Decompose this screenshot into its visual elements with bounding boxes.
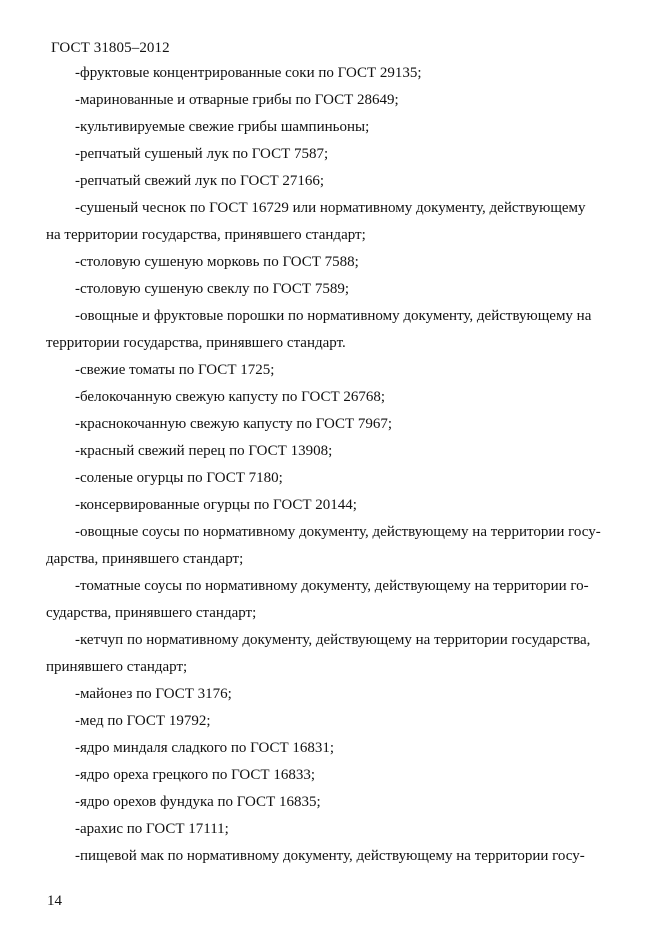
- paragraph-line: -майонез по ГОСТ 3176;: [75, 686, 232, 702]
- document-body: [46, 60, 628, 870]
- paragraph-line: -овощные соусы по нормативному документу, действующему на территории госу-: [75, 524, 601, 540]
- continuation-line: территории государства, принявшего стандарт.: [46, 335, 346, 351]
- paragraph-line: -овощные и фруктовые порошки по нормативному документу, действующему на: [75, 308, 592, 324]
- paragraph-line: -арахис по ГОСТ 17111;: [75, 821, 229, 837]
- paragraph-line: -сушеный чеснок по ГОСТ 16729 или нормативному документу, действующему: [75, 200, 586, 216]
- continuation-line: принявшего стандарт;: [46, 659, 188, 675]
- continuation-line: на территории государства, принявшего стандарт;: [46, 227, 366, 243]
- paragraph-line: -репчатый сушеный лук по ГОСТ 7587;: [75, 146, 329, 162]
- paragraph-line: -фруктовые концентрированные соки по ГОСТ 29135;: [75, 65, 422, 81]
- paragraph-line: -столовую сушеную свеклу по ГОСТ 7589;: [75, 281, 349, 297]
- paragraph-line: -белокочанную свежую капусту по ГОСТ 26768;: [75, 389, 386, 405]
- paragraph-line: -столовую сушеную морковь по ГОСТ 7588;: [75, 254, 359, 270]
- paragraph-line: -кетчуп по нормативному документу, действующему на территории государства,: [75, 632, 591, 648]
- continuation-line: дарства, принявшего стандарт;: [46, 551, 244, 567]
- paragraph-line: -красный свежий перец по ГОСТ 13908;: [75, 443, 333, 459]
- paragraph-line: -консервированные огурцы по ГОСТ 20144;: [75, 497, 357, 513]
- paragraph-line: -маринованные и отварные грибы по ГОСТ 28649;: [75, 92, 399, 108]
- paragraph-line: -ядро миндаля сладкого по ГОСТ 16831;: [75, 740, 335, 756]
- paragraph-line: -краснокочанную свежую капусту по ГОСТ 7967;: [75, 416, 393, 432]
- paragraph-line: -мед по ГОСТ 19792;: [75, 713, 211, 729]
- continuation-line: сударства, принявшего стандарт;: [46, 605, 257, 621]
- paragraph-line: -пищевой мак по нормативному документу, действующему на территории госу-: [75, 848, 585, 864]
- paragraph-line: -ядро ореха грецкого по ГОСТ 16833;: [75, 767, 316, 783]
- document-header: ГОСТ 31805–2012: [51, 40, 170, 56]
- paragraph-line: -свежие томаты по ГОСТ 1725;: [75, 362, 275, 378]
- page-number: 14: [47, 893, 62, 909]
- paragraph-line: -томатные соусы по нормативному документу, действующему на территории го-: [75, 578, 589, 594]
- paragraph-line: -соленые огурцы по ГОСТ 7180;: [75, 470, 283, 486]
- paragraph-line: -ядро орехов фундука по ГОСТ 16835;: [75, 794, 321, 810]
- paragraph-line: -культивируемые свежие грибы шампиньоны;: [75, 119, 370, 135]
- paragraph-line: -репчатый свежий лук по ГОСТ 27166;: [75, 173, 325, 189]
